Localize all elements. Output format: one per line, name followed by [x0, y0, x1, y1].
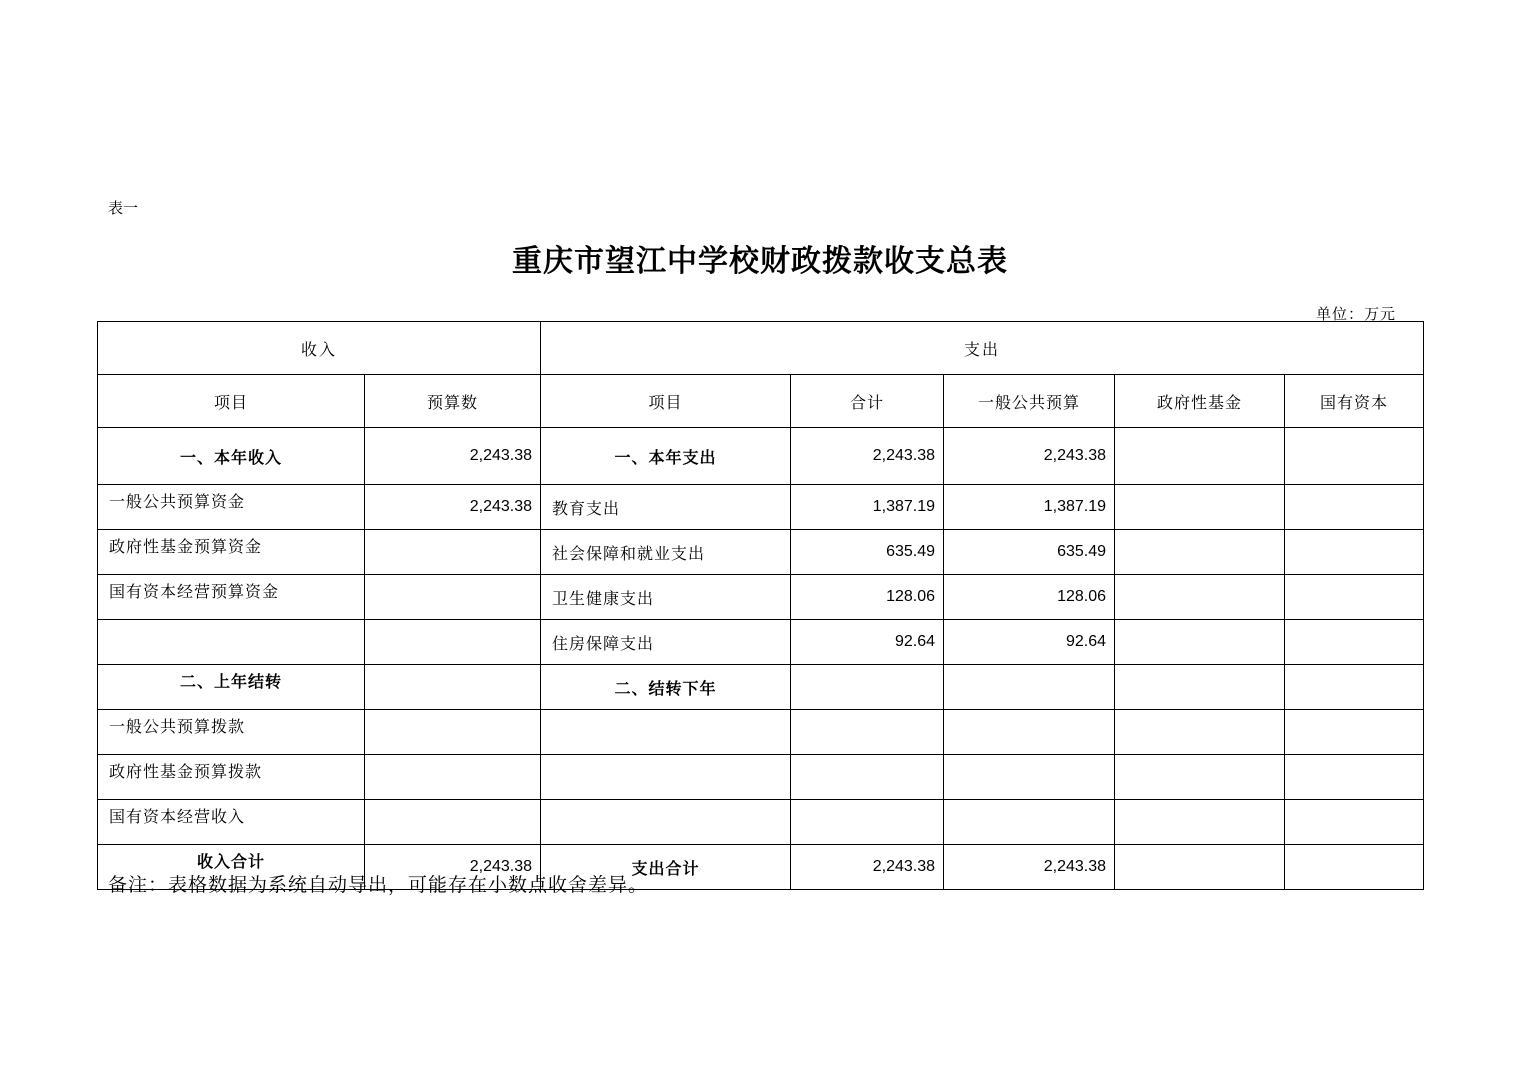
expense-item [541, 755, 791, 800]
income-value [365, 800, 541, 845]
header-row-1 [98, 322, 1424, 375]
table-row [98, 485, 1424, 530]
income-value [365, 755, 541, 800]
state-capital-value [1285, 485, 1424, 530]
general-budget-value [944, 755, 1115, 800]
state-capital-value [1285, 800, 1424, 845]
header-row-2 [98, 375, 1424, 428]
general-budget-value: 128.06 [944, 575, 1115, 620]
state-capital-value [1285, 620, 1424, 665]
income-budget-header: 预算数 [365, 375, 541, 428]
income-total-value: 2,243.38 [365, 845, 541, 890]
footnote: 备注：表格数据为系统自动导出，可能存在小数点收舍差异。 [108, 874, 649, 896]
income-item: 一般公共预算资金 [98, 485, 365, 530]
income-value [365, 665, 541, 710]
total-value [791, 800, 944, 845]
gov-fund-value [1115, 428, 1285, 485]
income-value [365, 620, 541, 665]
gov-fund-value [1115, 665, 1285, 710]
unit-label: 单位：万元 [1316, 305, 1397, 323]
expense-item: 一、本年支出 [541, 428, 791, 485]
expense-item [541, 800, 791, 845]
general-budget-value [944, 800, 1115, 845]
expense-item: 社会保障和就业支出 [541, 530, 791, 575]
table-row [98, 755, 1424, 800]
total-value: 2,243.38 [791, 428, 944, 485]
general-budget-value: 2,243.38 [944, 428, 1115, 485]
total-value [791, 710, 944, 755]
expense-item: 教育支出 [541, 485, 791, 530]
gov-fund-value [1115, 755, 1285, 800]
expense-item-header: 项目 [541, 375, 791, 428]
table-row [98, 428, 1424, 485]
income-item: 一般公共预算拨款 [98, 710, 365, 755]
gov-fund-value [1115, 530, 1285, 575]
income-header: 收入 [98, 322, 541, 375]
state-capital-header: 国有资本 [1285, 375, 1424, 428]
table-row [98, 710, 1424, 755]
general-budget-value: 1,387.19 [944, 485, 1115, 530]
expense-item: 卫生健康支出 [541, 575, 791, 620]
income-total-label: 收入合计 [98, 845, 365, 890]
expense-item: 住房保障支出 [541, 620, 791, 665]
total-header: 合计 [791, 375, 944, 428]
total-value: 128.06 [791, 575, 944, 620]
general-budget-value [944, 665, 1115, 710]
income-value [365, 710, 541, 755]
gov-fund-header: 政府性基金 [1115, 375, 1285, 428]
total-value: 92.64 [791, 620, 944, 665]
gov-fund-value [1115, 485, 1285, 530]
income-item [98, 620, 365, 665]
gov-fund-value [1115, 845, 1285, 890]
general-budget-value [944, 710, 1115, 755]
income-item: 政府性基金预算拨款 [98, 755, 365, 800]
table-row [98, 620, 1424, 665]
total-value [791, 665, 944, 710]
gov-fund-value [1115, 710, 1285, 755]
income-item-header: 项目 [98, 375, 365, 428]
table-row [98, 530, 1424, 575]
state-capital-value [1285, 755, 1424, 800]
general-budget-value: 92.64 [944, 620, 1115, 665]
income-item: 国有资本经营收入 [98, 800, 365, 845]
table-row [98, 575, 1424, 620]
state-capital-value [1285, 530, 1424, 575]
income-value: 2,243.38 [365, 485, 541, 530]
state-capital-value [1285, 710, 1424, 755]
total-value [791, 755, 944, 800]
state-capital-value [1285, 575, 1424, 620]
state-capital-value [1285, 665, 1424, 710]
total-value: 1,387.19 [791, 485, 944, 530]
expense-item: 二、结转下年 [541, 665, 791, 710]
expense-total-label: 支出合计 [541, 845, 791, 890]
income-value: 2,243.38 [365, 428, 541, 485]
table-row [98, 800, 1424, 845]
gov-fund-value [1115, 620, 1285, 665]
expense-header: 支出 [541, 322, 1424, 375]
table-row [98, 665, 1424, 710]
income-value [365, 530, 541, 575]
general-budget-value: 2,243.38 [944, 845, 1115, 890]
gov-fund-value [1115, 800, 1285, 845]
state-capital-value [1285, 845, 1424, 890]
income-item: 二、上年结转 [98, 665, 365, 710]
total-value: 635.49 [791, 530, 944, 575]
income-item: 一、本年收入 [98, 428, 365, 485]
total-value: 2,243.38 [791, 845, 944, 890]
expense-item [541, 710, 791, 755]
gov-fund-value [1115, 575, 1285, 620]
general-budget-header: 一般公共预算 [944, 375, 1115, 428]
general-budget-value: 635.49 [944, 530, 1115, 575]
page-title: 重庆市望江中学校财政拨款收支总表 [512, 244, 1008, 279]
state-capital-value [1285, 428, 1424, 485]
table-number: 表一 [108, 199, 139, 217]
income-item: 政府性基金预算资金 [98, 530, 365, 575]
income-item: 国有资本经营预算资金 [98, 575, 365, 620]
income-value [365, 575, 541, 620]
finance-table [97, 321, 1424, 890]
